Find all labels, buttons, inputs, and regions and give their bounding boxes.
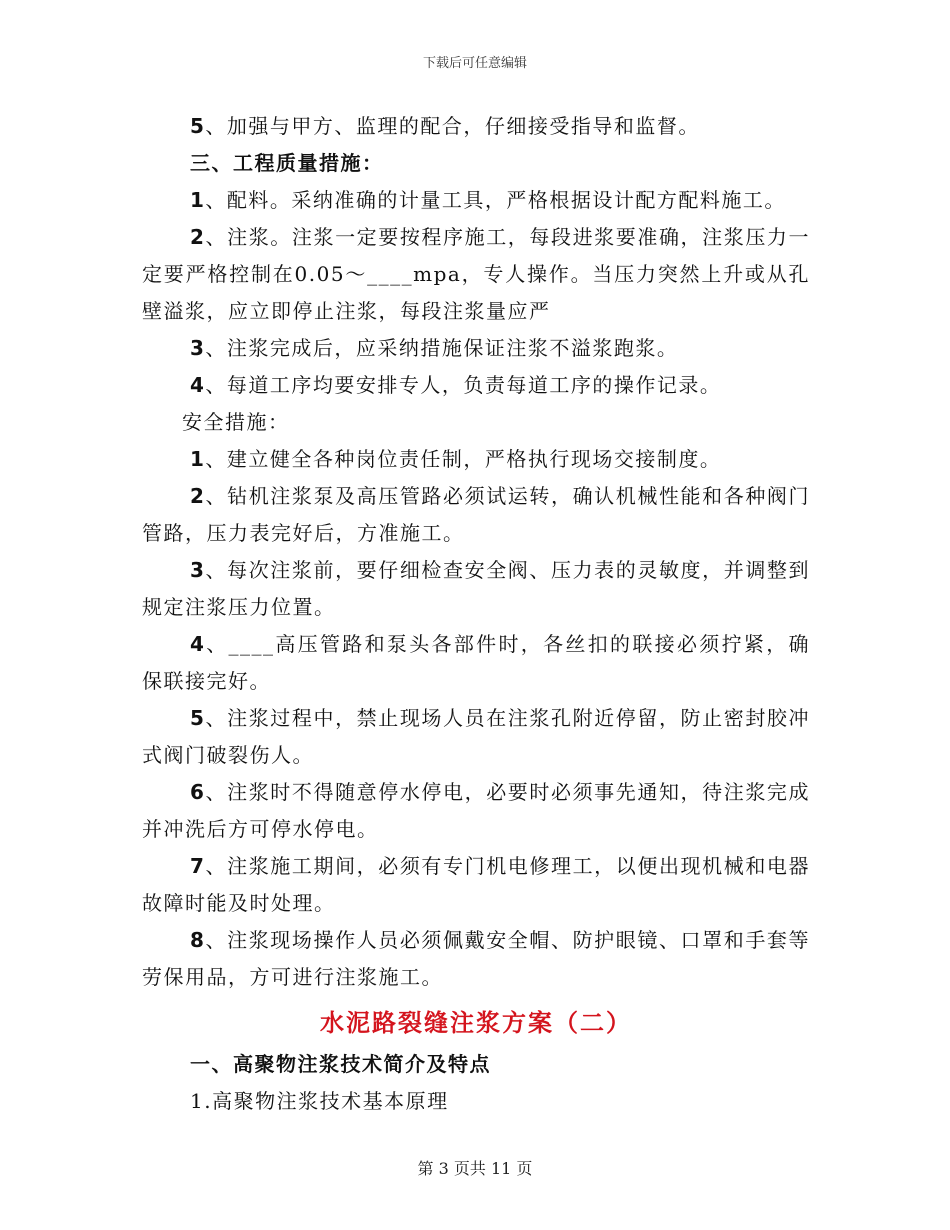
paragraph-item-1-batching — [142, 182, 810, 219]
paragraph-safety-1 — [142, 441, 810, 478]
paragraph-text: 、配料。采纳准确的计量工具，严格根据设计配方配料施工。 — [205, 188, 786, 212]
paragraph-text: 、注浆施工期间，必须有专门机电修理工，以便出现机械和电器故障时能及时处理。 — [142, 854, 810, 915]
paragraph-safety-2 — [142, 478, 810, 552]
item-number: 5 — [190, 114, 206, 138]
paragraph-safety-3 — [142, 552, 810, 626]
heading-text: 一、高聚物注浆技术简介及特点 — [190, 1052, 491, 1076]
heading-polymer-intro — [142, 1046, 810, 1083]
paragraph-safety-8 — [142, 922, 810, 996]
paragraph-text: 、加强与甲方、监理的配合，仔细接受指导和监督。 — [205, 114, 700, 138]
subheading-polymer-principle — [142, 1083, 810, 1120]
paragraph-text: 、每道工序均要安排专人，负责每道工序的操作记录。 — [205, 373, 722, 397]
paragraph-safety-5 — [142, 700, 810, 774]
item-number: 2 — [190, 225, 206, 249]
item-number: 7 — [190, 854, 206, 878]
section-title: 水泥路裂缝注浆方案（二） — [320, 1008, 632, 1037]
paragraph-text: 、注浆完成后，应采纳措施保证注浆不溢浆跑浆。 — [205, 336, 679, 360]
paragraph-safety-7 — [142, 848, 810, 922]
paragraph-text: 、注浆现场操作人员必须佩戴安全帽、防护眼镜、口罩和手套等劳保用品，方可进行注浆施工。 — [142, 928, 810, 989]
item-number: 5 — [190, 706, 206, 730]
heading-text: 安全措施： — [182, 410, 290, 434]
page-header: 下载后可任意编辑 — [422, 56, 527, 71]
paragraph-text: 、每次注浆前，要仔细检查安全阀、压力表的灵敏度，并调整到规定注浆压力位置。 — [142, 558, 810, 619]
paragraph-item-2-grouting — [142, 219, 810, 330]
item-number: 1 — [190, 447, 206, 471]
item-number: 8 — [190, 928, 206, 952]
paragraph-safety-6 — [142, 774, 810, 848]
item-number: 3 — [190, 336, 206, 360]
item-number: 6 — [190, 780, 206, 804]
paragraph-text: 、钻机注浆泵及高压管路必须试运转，确认机械性能和各种阀门管路，压力表完好后，方准施工。 — [142, 484, 810, 545]
item-number: 1 — [190, 188, 206, 212]
paragraph-text: 、注浆过程中，禁止现场人员在注浆孔附近停留，防止密封胶冲式阀门破裂伤人。 — [142, 706, 810, 767]
paragraph-text: 、注浆。注浆一定要按程序施工，每段进浆要准确，注浆压力一定要严格控制在0.05～____mpa，专人操作。当压力突然上升或从孔壁溢浆，应立即停止注浆，每段注浆量应严 — [142, 225, 810, 323]
paragraph-text: 、注浆时不得随意停水停电，必要时必须事先通知，待注浆完成并冲洗后方可停水停电。 — [142, 780, 810, 841]
item-number: 2 — [190, 484, 206, 508]
item-number: 4 — [190, 632, 206, 656]
heading-quality-measures — [142, 145, 810, 182]
page-footer: 第 3 页共 11 页 — [417, 1159, 533, 1178]
paragraph-item-5-cooperation — [142, 108, 810, 145]
paragraph-item-3-completion — [142, 330, 810, 367]
heading-text: 三、工程质量措施： — [190, 151, 384, 175]
heading-safety-measures — [142, 404, 810, 441]
document-body — [142, 108, 810, 1120]
paragraph-item-4-records — [142, 367, 810, 404]
subheading-text: 1.高聚物注浆技术基本原理 — [190, 1089, 449, 1113]
paragraph-safety-4 — [142, 626, 810, 700]
item-number: 3 — [190, 558, 206, 582]
item-number: 4 — [190, 373, 206, 397]
paragraph-text: 、建立健全各种岗位责任制，严格执行现场交接制度。 — [205, 447, 722, 471]
paragraph-text: 、____高压管路和泵头各部件时，各丝扣的联接必须拧紧，确保联接完好。 — [142, 632, 810, 693]
